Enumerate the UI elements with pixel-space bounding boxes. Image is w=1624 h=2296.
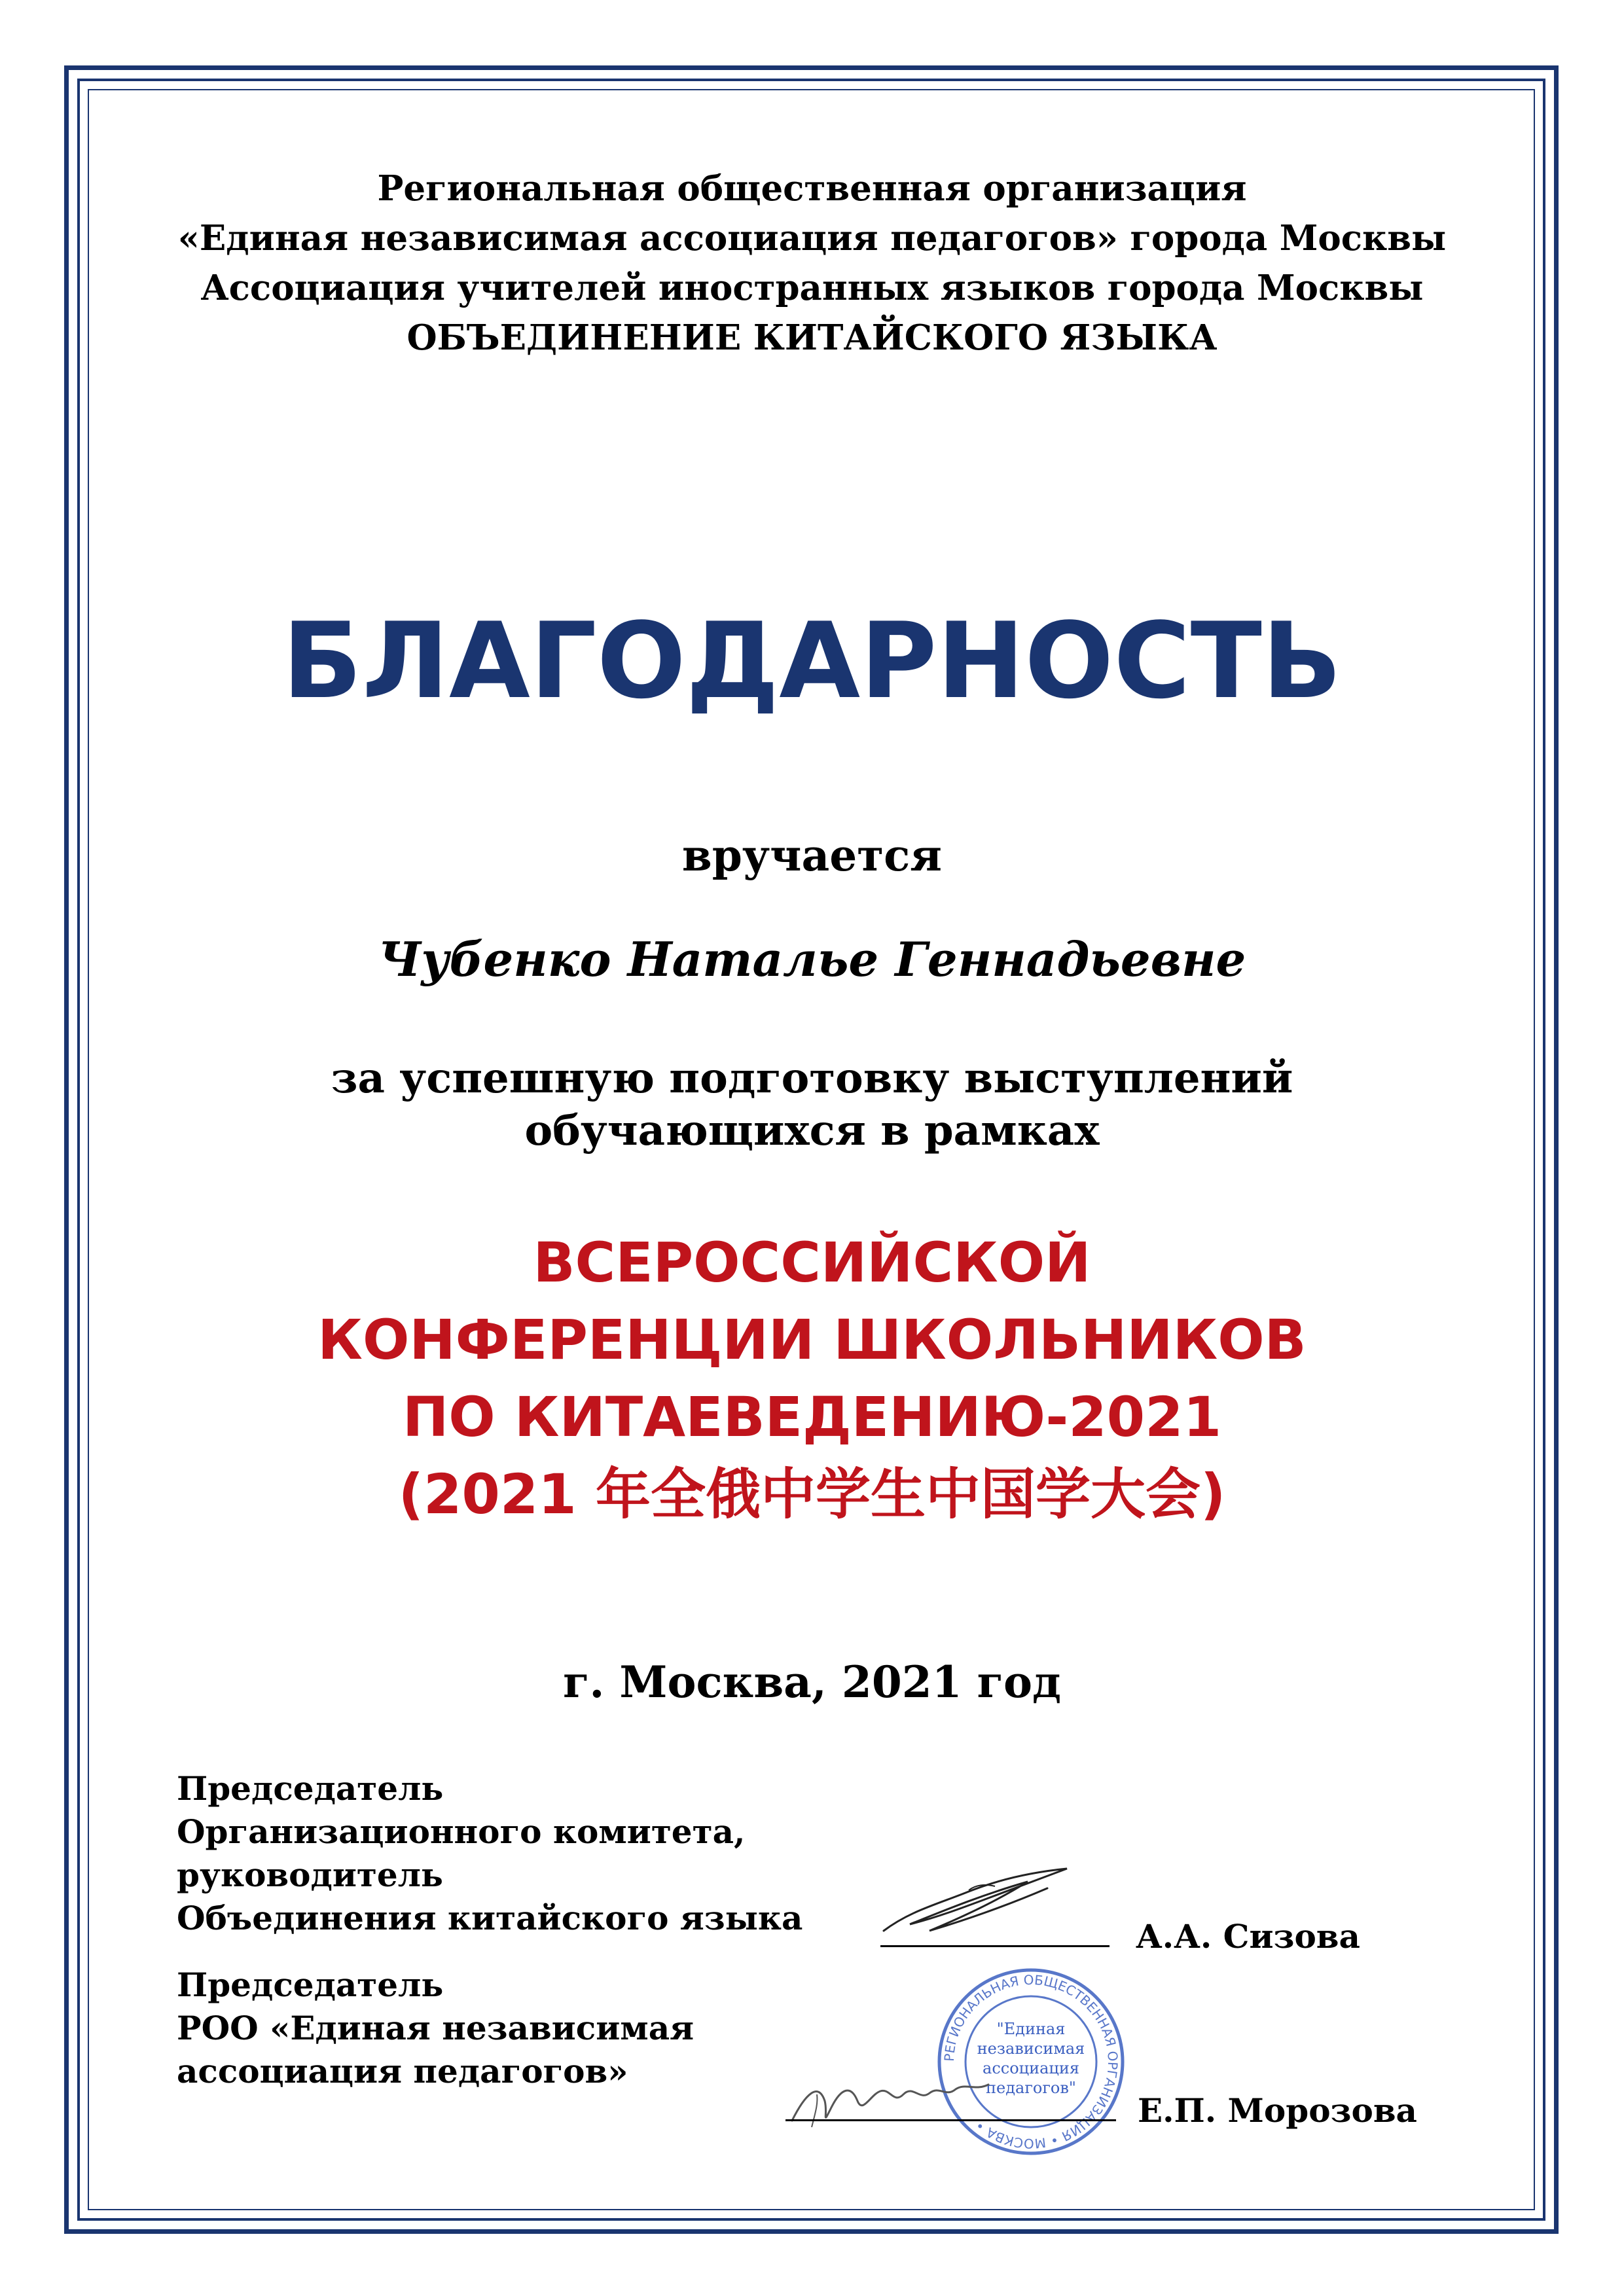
signatory-title-line: Организационного комитета, bbox=[177, 1812, 746, 1851]
signatory-2-title bbox=[177, 1964, 694, 2093]
signatory-title-line: Объединения китайского языка bbox=[177, 1899, 803, 1937]
stamp-text: "Единая bbox=[996, 2020, 1066, 2038]
signature-line-2 bbox=[785, 2119, 1116, 2121]
signatory-title-line: Председатель bbox=[177, 1965, 444, 2004]
signatory-2-name: Е.П. Морозова bbox=[1138, 2091, 1417, 2130]
header-line: «Единая независимая ассоциация педагогов» города Москвы bbox=[177, 218, 1447, 259]
header-line: Региональная общественная организация bbox=[377, 168, 1247, 209]
awarded-text: вручается bbox=[681, 830, 943, 881]
event-line: (2021 年全俄中学生中国学大会) bbox=[398, 1462, 1226, 1526]
certificate-title: БЛАГОДАРНОСТЬ bbox=[282, 600, 1342, 722]
stamp-ring-text: РЕГИОНАЛЬНАЯ ОБЩЕСТВЕННАЯ ОРГАНИЗАЦИЯ • МОСКВА • bbox=[941, 1971, 1121, 2152]
signature-line-1 bbox=[880, 1945, 1110, 1947]
organization-header bbox=[0, 164, 1624, 363]
event-name bbox=[0, 1224, 1624, 1533]
header-line: Ассоциация учителей иностранных языков города Москвы bbox=[200, 268, 1424, 308]
recipient-name: Чубенко Наталье Геннадьевне bbox=[378, 931, 1246, 987]
signatory-title-line: Председатель bbox=[177, 1769, 444, 1808]
event-line: ВСЕРОССИЙСКОЙ bbox=[533, 1230, 1091, 1295]
award-reason bbox=[0, 1052, 1624, 1157]
signatory-1-name: А.А. Сизова bbox=[1136, 1917, 1360, 1956]
signatory-title-line: РОО «Единая независимая bbox=[177, 2009, 695, 2047]
reason-line: за успешную подготовку выступлений bbox=[331, 1054, 1293, 1103]
signature-1-image bbox=[871, 1859, 1093, 1944]
place-date: г. Москва, 2021 год bbox=[562, 1657, 1062, 1708]
stamp-text: педагогов" bbox=[986, 2079, 1076, 2097]
stamp-text: независимая bbox=[977, 2039, 1085, 2058]
header-line: ОБЪЕДИНЕНИЕ КИТАЙСКОГО ЯЗЫКА bbox=[406, 317, 1218, 358]
signatory-title-line: руководитель bbox=[177, 1856, 443, 1894]
stamp-text: ассоциация bbox=[983, 2059, 1079, 2077]
signature-2-image bbox=[785, 2055, 1021, 2140]
signatory-1-title bbox=[177, 1767, 803, 1940]
event-line: ПО КИТАЕВЕДЕНИЮ-2021 bbox=[402, 1385, 1222, 1449]
signatory-title-line: ассоциация педагогов» bbox=[177, 2052, 628, 2090]
reason-line: обучающихся в рамках bbox=[524, 1106, 1100, 1155]
event-line: КОНФЕРЕНЦИИ ШКОЛЬНИКОВ bbox=[317, 1308, 1307, 1372]
